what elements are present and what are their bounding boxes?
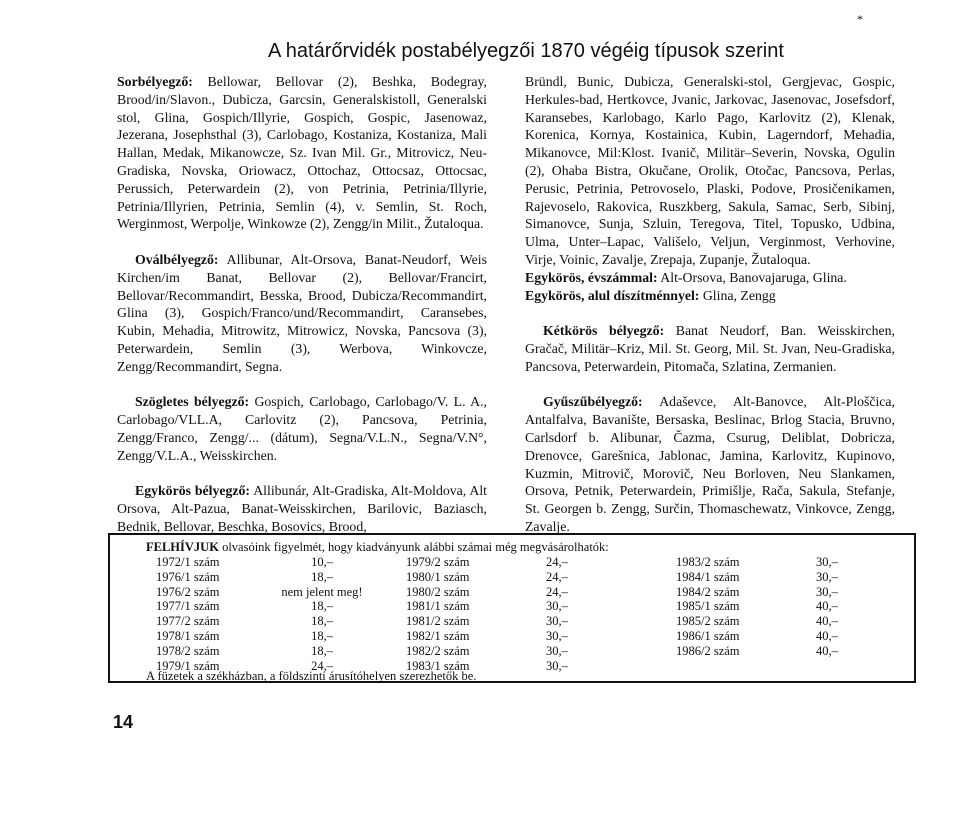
table-row bbox=[156, 570, 876, 585]
paragraph-text: Alt-Orsova, Banovajaruga, Glina. bbox=[657, 269, 847, 285]
table-cell: 1984/1 szám bbox=[676, 569, 740, 584]
table-cell: 18,– bbox=[311, 643, 333, 658]
paragraph-heading: Gyűszűbélyegző: bbox=[543, 394, 643, 410]
table-cell: 1982/1 szám bbox=[406, 628, 470, 643]
table-cell: 1979/2 szám bbox=[406, 555, 470, 569]
table-cell: 1983/2 szám bbox=[676, 555, 740, 569]
paragraph-heading: Egykörös bélyegző: bbox=[135, 483, 251, 499]
paragraph-ketkoros bbox=[525, 322, 895, 375]
table-cell: 1984/2 szám bbox=[676, 584, 740, 599]
table-cell: 10,– bbox=[311, 555, 333, 569]
table-row bbox=[156, 644, 876, 659]
table-cell: 1980/2 szám bbox=[406, 584, 470, 599]
paragraph-egykoros bbox=[117, 482, 487, 535]
table-cell: 30,– bbox=[546, 643, 568, 658]
paragraph-gyuszu bbox=[525, 393, 895, 535]
table-cell: 1982/2 szám bbox=[406, 643, 470, 658]
paragraph-text: Allibunar, Alt-Orsova, Banat-Neudorf, Weis Kirchen/im Banat, Bellovar (2), Bellovar/Francirt, Bellovar/Recommandirt, Besska, Brood, Dubicza/Recommandirt, Glina (3), Gospich/Franco/und/Recommandirt, Caransebes, Kubin, Mehadia, Mitrowitz, Mitrowicz, Novska, Pancsova (3), Peterwardein, Semlin (3), Werbova, Winkovcze, Zengg/Recommandirt, Segna. bbox=[117, 251, 487, 374]
notice-footer: A füzetek a székházban, a földszinti árusítóhelyen szerezhetők be. bbox=[146, 669, 477, 683]
table-cell: 40,– bbox=[816, 628, 838, 643]
corner-mark: * bbox=[857, 12, 863, 26]
paragraph-egykoros-cont bbox=[525, 73, 895, 269]
notice-intro-text: olvasóink figyelmét, hogy kiadványunk alábbi számai még megvásárolhatók: bbox=[218, 540, 609, 554]
notice-box bbox=[108, 533, 916, 683]
paragraph-sorbelyegzo bbox=[117, 73, 487, 233]
table-cell: 1981/1 szám bbox=[406, 599, 470, 614]
paragraph-szogletes bbox=[117, 393, 487, 464]
table-cell: 40,– bbox=[816, 643, 838, 658]
notice-intro bbox=[146, 540, 609, 555]
table-cell: 30,– bbox=[816, 555, 838, 569]
table-row bbox=[156, 555, 876, 570]
table-cell: 30,– bbox=[816, 584, 838, 599]
table-cell: 1986/1 szám bbox=[676, 628, 740, 643]
table-row bbox=[156, 585, 876, 600]
table-cell: 30,– bbox=[816, 569, 838, 584]
table-cell: 40,– bbox=[816, 599, 838, 614]
table-cell: 1976/1 szám bbox=[156, 569, 220, 584]
paragraph-heading: Sorbélyegző: bbox=[117, 74, 193, 89]
table-cell: 24,– bbox=[311, 658, 333, 673]
paragraph-text: Bellowar, Bellovar (2), Beshka, Bodegray, Brood/in/Slavon., Dubicza, Garcsin, Generalskistoll, Generalski stol, Glina, Gospich/Illyrie, Gospich, Gospic, Jasenowaz, Jezerana, Josephsthal (3), Carlobago, Kostaniza, Kostaniza, Mali Hallan, Medak, Mikanowcze, Sz. Ivan Mil. Gr., Mitrovicz, Neu-Gradiska, Novska, Oriowacz, Ottochaz, Ottocsaz, Ottocsac, Perussich, Peterwardein (2), von Petrinia, Petrinia/Illyrie, Petrinia/Illyrien, Petrinia, Semlin (4), v. Semlin, St. Roch, Werginmost, Werpolje, Winkowze (2), Zengg/in Milit., Žutaloqua. bbox=[117, 74, 487, 232]
table-cell: 1977/1 szám bbox=[156, 599, 220, 614]
table-cell: 1980/1 szám bbox=[406, 569, 470, 584]
notice-intro-bold: FELHÍVJUK bbox=[146, 540, 219, 554]
table-row bbox=[156, 629, 876, 644]
table-cell: 1985/1 szám bbox=[676, 599, 740, 614]
paragraph-heading: Szögletes bélyegző: bbox=[135, 394, 250, 410]
table-cell: 24,– bbox=[546, 569, 568, 584]
right-column bbox=[525, 73, 895, 536]
table-cell bbox=[816, 659, 876, 674]
table-cell: 18,– bbox=[311, 628, 333, 643]
table-cell: 30,– bbox=[546, 599, 568, 614]
paragraph-text: Allibunár, Alt-Gradiska, Alt-Moldova, Alt Orsova, Alt-Pazua, Banat-Weisskirchen, Barilovic, Baziasch, Bednik, Bellovar, Beschka, Bosovics, Brood, bbox=[117, 483, 487, 534]
page-number: 14 bbox=[113, 712, 134, 732]
table-cell: 1985/2 szám bbox=[676, 614, 740, 629]
table-cell: 1978/1 szám bbox=[156, 628, 220, 643]
table-row bbox=[156, 599, 876, 614]
table-cell: 24,– bbox=[546, 555, 568, 569]
table-cell: 30,– bbox=[546, 658, 568, 673]
table-cell: 30,– bbox=[546, 614, 568, 629]
table-cell: 24,– bbox=[546, 584, 568, 599]
table-cell: 1972/1 szám bbox=[156, 555, 220, 569]
paragraph-ovalbelyegzo bbox=[117, 251, 487, 376]
table-cell: 1977/2 szám bbox=[156, 614, 220, 629]
page-title: A határőrvidék postabélyegzői 1870 végéig típusok szerint bbox=[268, 40, 784, 62]
left-column bbox=[117, 73, 487, 536]
paragraph-egykoros-evszammal bbox=[525, 269, 895, 287]
paragraph-heading: Oválbélyegző: bbox=[135, 251, 219, 267]
paragraph-text: Gospich, Carlobago, Carlobago/V. L. A., Carlobago/VLL.A, Carlovitz (2), Pancsova, Petrinia, Zengg/Franco, Zengg/... (dátum), Segna/V.L.N., Segna/V.N°, Zengg/V.L.A., Weisskirchen. bbox=[117, 394, 487, 463]
table-cell: nem jelent meg! bbox=[281, 584, 363, 599]
table-row bbox=[156, 614, 876, 629]
paragraph-heading: Egykörös, alul díszítménnyel: bbox=[525, 287, 700, 303]
issues-table bbox=[156, 555, 876, 673]
table-cell: 40,– bbox=[816, 614, 838, 629]
paragraph-heading: Egykörös, évszámmal: bbox=[525, 269, 658, 285]
paragraph-text: Banat Neudorf, Ban. Weisskirchen, Gračač, Militär–Kriz, Mil. St. Georg, Mil. St. Jvan, Neu-Gradiska, Pancsova, Peterwardein, Pitomača, Szlatina, Zermanien. bbox=[525, 323, 895, 374]
table-cell bbox=[676, 659, 816, 674]
table-cell: 18,– bbox=[311, 569, 333, 584]
paragraph-heading: Kétkörös bélyegző: bbox=[543, 323, 665, 339]
paragraph-egykoros-diszitmeny bbox=[525, 287, 895, 305]
paragraph-text: Bründl, Bunic, Dubicza, Generalski-stol, Gergjevac, Gospic, Herkules-bad, Hertkovce, Jvanic, Jarkovac, Jasenovac, Josefsdorf, Karansebes, Karlobago, Karlo Pago, Karlovitz (2), Klenak, Korenica, Kornya, Kostainica, Kubin, Lagerndorf, Mehadia, Mikanovce, Mil:Klost. Ivanič, Militär–Severin, Novska, Ogulin (2), Ohaba Bistra, Okučane, Orolik, Otočac, Pancsova, Perlas, Perusic, Petrinia, Petrovoselo, Plaski, Podove, Prosičenikamen, Rajevoselo, Rakovica, Ruszkberg, Sakula, Samac, Serb, Sibinj, Simanovce, Sunja, Szluin, Teregova, Titel, Topusko, Udbina, Ulma, Unter–Lapac, Vališelo, Veljun, Verginmost, Verhovine, Virje, Voinic, Zavalje, Zrepaja, Zupanje, Žutaloqua. bbox=[525, 74, 895, 267]
table-cell: 1983/1 szám bbox=[406, 658, 470, 673]
table-cell: 1978/2 szám bbox=[156, 643, 220, 658]
table-cell: 18,– bbox=[311, 599, 333, 614]
table-cell: 1981/2 szám bbox=[406, 614, 470, 629]
table-cell: 1976/2 szám bbox=[156, 584, 220, 599]
table-cell: 18,– bbox=[311, 614, 333, 629]
table-cell: 1986/2 szám bbox=[676, 643, 740, 658]
table-cell: 30,– bbox=[546, 628, 568, 643]
paragraph-text: Adaševce, Alt-Banovce, Alt-Ploščica, Antalfalva, Bavanište, Bersaska, Beslinac, Brlog Stacia, Bruvno, Carlsdorf b. Alibunar, Čazma, Csurug, Deliblat, Dobricza, Drenovce, Garešnica, Jablonac, Jamina, Karlovitz, Kupinovo, Kuzmin, Mitrovič, Morovič, Neu Borloven, Neu Slankamen, Orsova, Petnik, Peterwardein, Primišlje, Rača, Sakula, Stefanje, St. Georgen b. Zengg, Surčin, Thomaschewatz, Vinkovce, Zengg, Zavalje. bbox=[525, 394, 895, 534]
table-cell: 1979/1 szám bbox=[156, 658, 220, 673]
paragraph-text: Glina, Zengg bbox=[699, 287, 776, 303]
